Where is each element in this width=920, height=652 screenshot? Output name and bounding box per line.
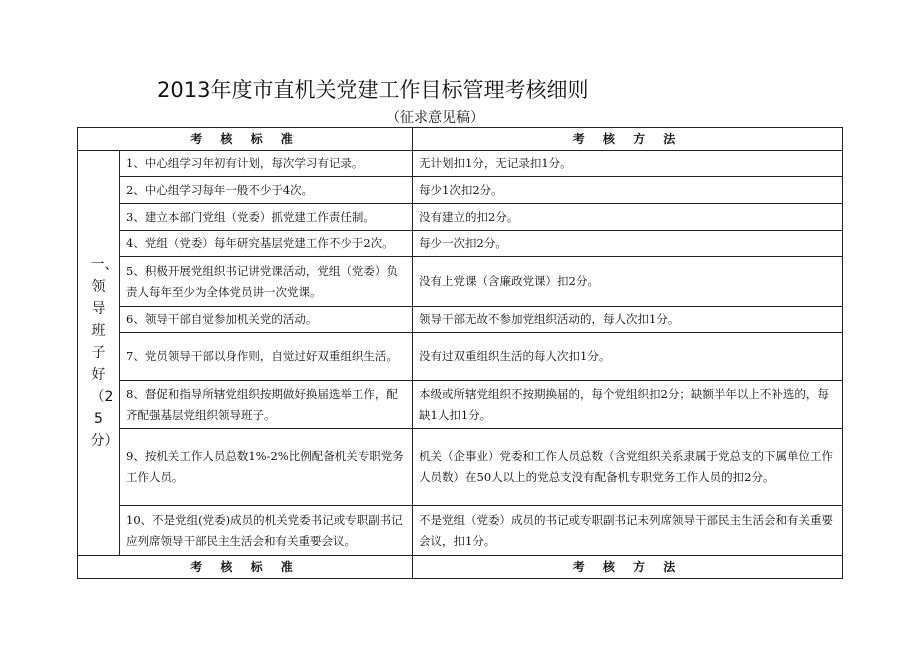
method-cell: 没有上党课（含廉政党课）扣2分。 [413, 257, 843, 307]
table-row [78, 307, 843, 333]
method-cell: 本级或所辖党组织不按期换届的，每个党组织扣2分；缺额半年以上不补选的，每缺1人扣1分。 [413, 381, 843, 429]
method-cell: 机关（企事业）党委和工作人员总数（含党组织关系隶属于党总支的下属单位工作人员数）在50人以上的党总支没有配备机专职党务工作人员的扣2分。 [413, 429, 843, 506]
table-row [78, 151, 843, 177]
standard-cell: 6、领导干部自觉参加机关党的活动。 [120, 307, 413, 333]
footer-method: 考 核 方 法 [413, 556, 843, 579]
standard-cell: 5、积极开展党组织书记讲党课活动，党组（党委）负责人每年至少为全体党员讲一次党课。 [120, 257, 413, 307]
standard-cell: 1、中心组学习年初有计划，每次学习有记录。 [120, 151, 413, 177]
table-row [78, 177, 843, 204]
table-row [78, 381, 843, 429]
table-row [78, 204, 843, 231]
table-footer-row [78, 556, 843, 579]
method-cell: 每少一次扣2分。 [413, 231, 843, 257]
method-cell: 没有建立的扣2分。 [413, 204, 843, 231]
method-cell: 不是党组（党委）成员的书记或专职副书记未列席领导干部民主生活会和有关重要会议，扣1分。 [413, 506, 843, 556]
method-cell: 没有过双重组织生活的每人次扣1分。 [413, 333, 843, 381]
table-row [78, 333, 843, 381]
footer-standard: 考 核 标 准 [78, 556, 413, 579]
standard-cell: 2、中心组学习每年一般不少于4次。 [120, 177, 413, 204]
assessment-table [77, 127, 843, 579]
table-row [78, 506, 843, 556]
standard-cell: 10、不是党组(党委)成员的机关党委书记或专职副书记应列席领导干部民主生活会和有关重要会议。 [120, 506, 413, 556]
standard-cell: 8、督促和指导所辖党组织按期做好换届选举工作，配齐配强基层党组织领导班子。 [120, 381, 413, 429]
table-row [78, 429, 843, 506]
method-cell: 无计划扣1分，无记录扣1分。 [413, 151, 843, 177]
table-row [78, 257, 843, 307]
standard-cell: 4、党组（党委）每年研究基层党建工作不少于2次。 [120, 231, 413, 257]
standard-cell: 7、党员领导干部以身作则，自觉过好双重组织生活。 [120, 333, 413, 381]
method-cell: 每少1次扣2分。 [413, 177, 843, 204]
header-method: 考 核 方 法 [413, 128, 843, 151]
table-header-row [78, 128, 843, 151]
table-row [78, 231, 843, 257]
standard-cell: 9、按机关工作人员总数1%-2%比例配备机关专职党务工作人员。 [120, 429, 413, 506]
method-cell: 领导干部无故不参加党组织活动的，每人次扣1分。 [413, 307, 843, 333]
standard-cell: 3、建立本部门党组（党委）抓党建工作责任制。 [120, 204, 413, 231]
category-cell: 一、领导班子好（25分） [78, 151, 120, 556]
header-standard: 考 核 标 准 [78, 128, 413, 151]
